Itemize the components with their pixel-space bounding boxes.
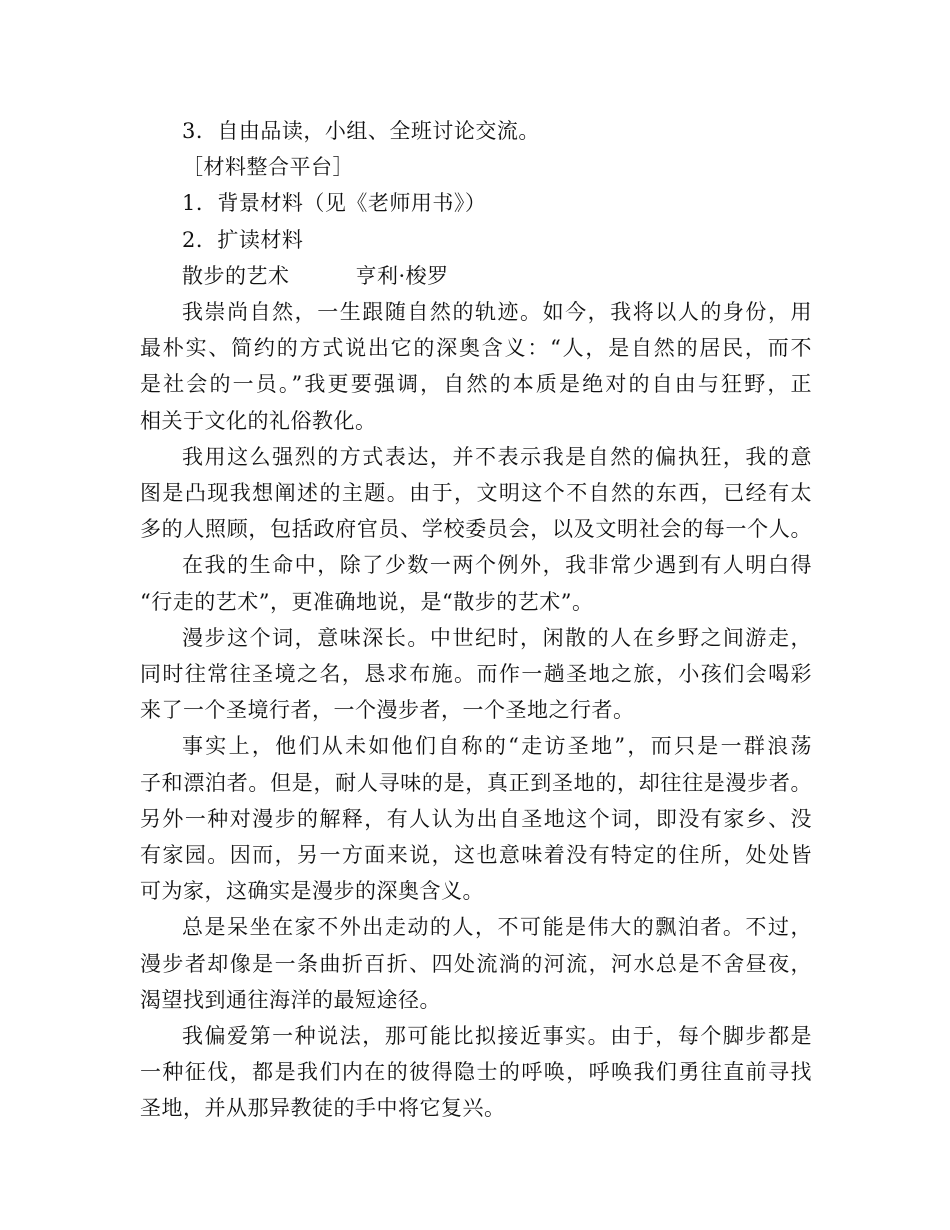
text-line: 多的人照顾，包括政府官员、学校委员会，以及文明社会的每一个人。 xyxy=(140,517,812,542)
text-line: 最朴实、简约的方式说出它的深奥含义：“人，是自然的居民，而不 xyxy=(140,336,812,361)
body-text xyxy=(140,113,812,1127)
text-line: 总是呆坐在家不外出走动的人，不可能是伟大的飘泊者。不过， xyxy=(182,915,812,940)
text-line: 另外一种对漫步的解释，有人认为出自圣地这个词，即没有家乡、没 xyxy=(140,806,812,831)
text-line: 事实上，他们从未如他们自称的“走访圣地”，而只是一群浪荡 xyxy=(182,734,812,759)
text-line: “行走的艺术”，更准确地说，是“散步的艺术”。 xyxy=(140,589,594,614)
essay-title: 散步的艺术 xyxy=(182,263,290,288)
text-line: 漫步者却像是一条曲折百折、四处流淌的河流，河水总是不舍昼夜， xyxy=(140,951,812,976)
list-item-3: 3．自由品读，小组、全班讨论交流。 xyxy=(182,119,540,143)
text-line: 我用这么强烈的方式表达，并不表示我是自然的偏执狂，我的意 xyxy=(182,444,812,469)
text-line: 一种征伐，都是我们内在的彼得隐士的呼唤，呼唤我们勇往直前寻找 xyxy=(140,1060,812,1085)
list-item-1: 1．背景材料（见《老师用书》） xyxy=(182,191,487,216)
text-line: 图是凸现我想阐述的主题。由于，文明这个不自然的东西，已经有太 xyxy=(140,481,812,506)
section-heading: ［材料整合平台］ xyxy=(182,155,354,180)
text-line: 同时往常往圣境之名，恳求布施。而作一趟圣地之旅，小孩们会喝彩 xyxy=(140,662,812,687)
text-line: 我偏爱第一种说法，那可能比拟接近事实。由于，每个脚步都是 xyxy=(182,1024,812,1049)
text-line: 在我的生命中，除了少数一两个例外，我非常少遇到有人明白得 xyxy=(182,553,812,578)
text-line: 渴望找到通往海洋的最短途径。 xyxy=(140,987,441,1012)
essay-title-row xyxy=(140,258,812,294)
text-line: 漫步这个词，意味深长。中世纪时，闲散的人在乡野之间游走， xyxy=(182,625,812,650)
text-line: 圣地，并从那异教徒的手中将它复兴。 xyxy=(140,1096,506,1121)
text-line: 相关于文化的礼俗教化。 xyxy=(140,408,377,433)
text-line: 有家园。因而，另一方面来说，这也意味着没有特定的住所，处处皆 xyxy=(140,843,812,868)
text-line: 来了一个圣境行者，一个漫步者，一个圣地之行者。 xyxy=(140,698,635,723)
text-line: 可为家，这确实是漫步的深奥含义。 xyxy=(140,879,484,904)
essay-author: 亨利·梭罗 xyxy=(355,263,449,288)
text-line: 是社会的一员。”我更要强调，自然的本质是绝对的自由与狂野，正 xyxy=(140,372,812,397)
text-line: 子和漂泊者。但是，耐人寻味的是，真正到圣地的，却往往是漫步者。 xyxy=(140,770,812,795)
list-item-2: 2．扩读材料 xyxy=(182,227,304,252)
text-line: 我崇尚自然，一生跟随自然的轨迹。如今，我将以人的身份，用 xyxy=(182,300,812,325)
